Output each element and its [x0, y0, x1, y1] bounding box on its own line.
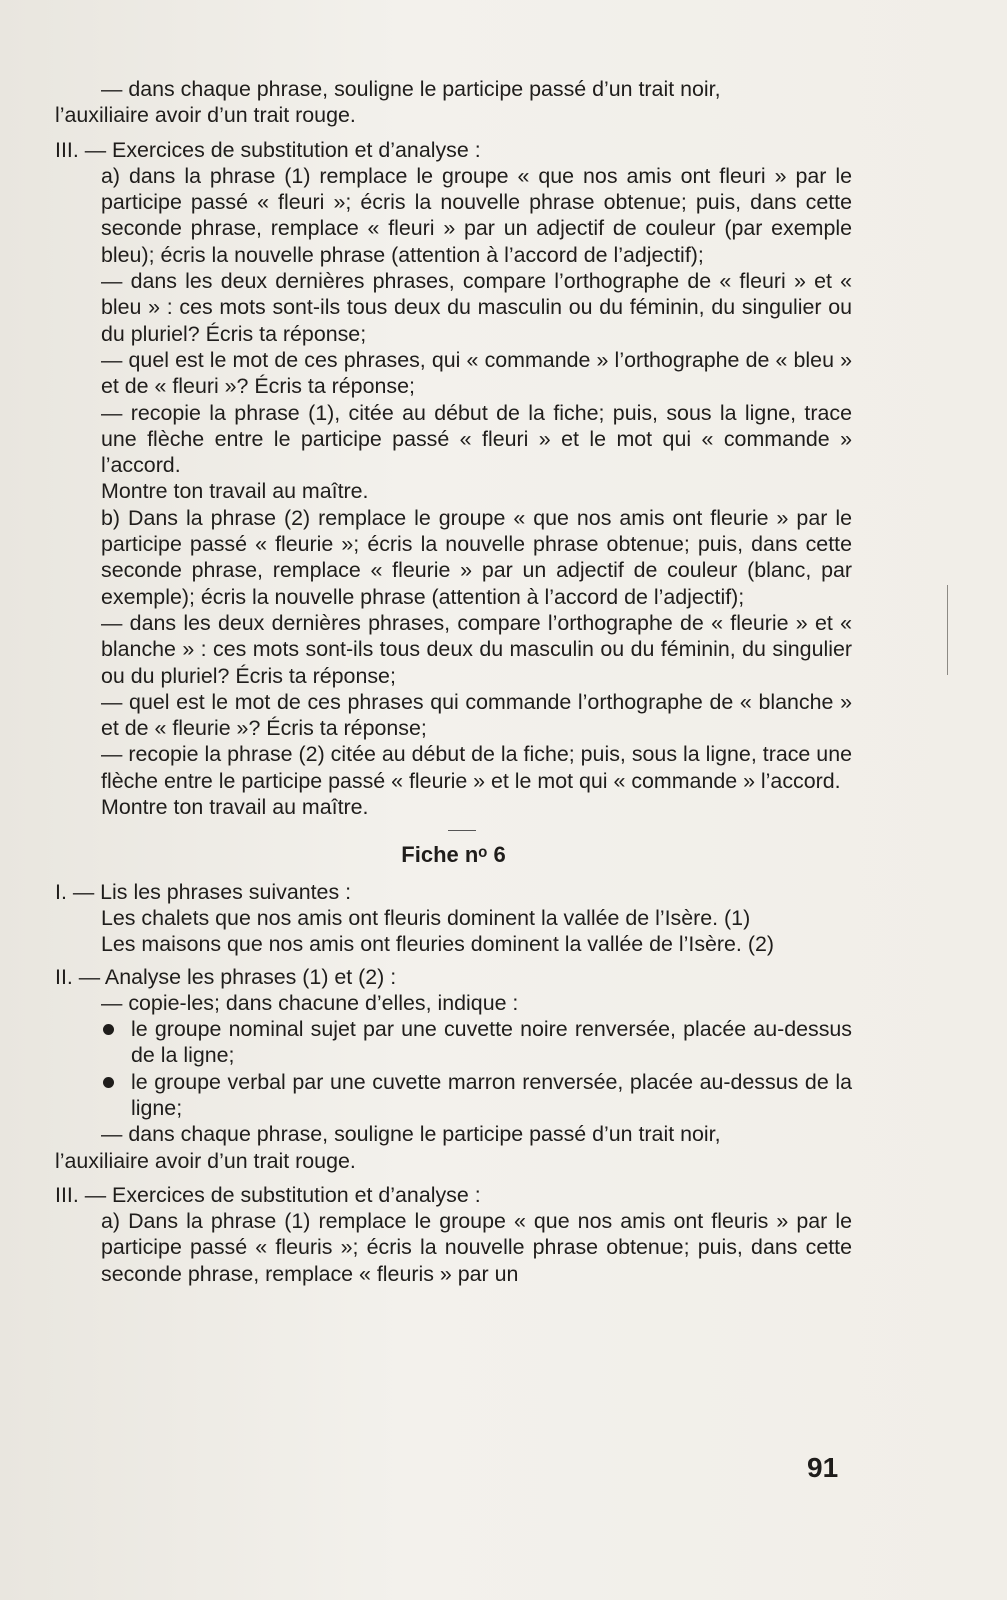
bullet-item [55, 1069, 852, 1122]
text-line: Montre ton travail au maître. [101, 795, 369, 820]
paragraph: a) Dans la phrase (1) remplace le groupe « que nos amis ont fleuris » par le participe passé « fleuris »; écris la nouvelle phrase obtenue; puis, dans cette seconde phrase, remplace « fleuris » par un [101, 1209, 852, 1286]
title-divider [448, 830, 476, 831]
margin-mark [947, 585, 948, 675]
section-heading: I. — Lis les phrases suivantes : [55, 879, 352, 904]
paragraph: — dans les deux dernières phrases, compare l’orthographe de « fleurie » et « blanche » : ces mots sont-ils tous deux du masculin ou du féminin, du singulier ou du pluriel? Écris ta réponse; [101, 610, 852, 688]
text-line: l’auxiliaire avoir d’un trait rouge. [55, 103, 356, 128]
paragraph: — recopie la phrase (2) citée au début de la fiche; puis, sous la ligne, trace une flèche entre le participe passé « fleurie » et le mot qui « commande » l’accord. [101, 742, 852, 793]
bullet-icon [103, 1024, 114, 1035]
page-number: 91 [807, 1452, 839, 1483]
text-line: — dans chaque phrase, souligne le participe passé d’un trait noir, [101, 1122, 721, 1147]
text-line: — copie-les; dans chacune d’elles, indique : [101, 990, 519, 1015]
bullet-text: le groupe verbal par une cuvette marron renversée, placée au-dessus de la ligne; [131, 1069, 852, 1120]
paragraph: — recopie la phrase (1), citée au début de la fiche; puis, sous la ligne, trace une flèche entre le participe passé « fleuri » et le mot qui « commande » l’accord. [101, 400, 852, 478]
bullet-item [55, 1016, 852, 1069]
text-line: l’auxiliaire avoir d’un trait rouge. [55, 1148, 356, 1173]
section-heading: II. — Analyse les phrases (1) et (2) : [55, 964, 397, 989]
paragraph: b) Dans la phrase (2) remplace le groupe « que nos amis ont fleurie » par le participe passé « fleurie »; écris la nouvelle phrase obtenue; puis, dans cette seconde phrase, remplace « fleurie » par un adjectif de couleur (blanc, par exemple); écris la nouvelle phrase (attention à l’accord de l’adjectif); [101, 505, 852, 609]
section-heading: III. — Exercices de substitution et d’analyse : [55, 137, 481, 162]
fiche-title-text: Fiche nᵒ 6 [401, 842, 506, 868]
page-text [55, 76, 852, 1287]
section-heading: III. — Exercices de substitution et d’analyse : [55, 1182, 481, 1207]
fiche-title [55, 842, 852, 868]
text-line: Montre ton travail au maître. [101, 479, 369, 504]
bullet-text: le groupe nominal sujet par une cuvette noire renversée, placée au-dessus de la ligne; [131, 1017, 852, 1068]
example-sentence: Les chalets que nos amis ont fleuris dominent la vallée de l’Isère. (1) [101, 905, 751, 930]
paragraph: — dans les deux dernières phrases, compare l’orthographe de « fleuri » et « bleu » : ces mots sont-ils tous deux du masculin ou du féminin, du singulier ou du pluriel? Écris ta réponse; [101, 269, 852, 346]
paragraph: — quel est le mot de ces phrases qui commande l’orthographe de « blanche » et de « fleurie »? Écris ta réponse; [101, 689, 852, 741]
bullet-icon [103, 1077, 114, 1088]
paragraph: a) dans la phrase (1) remplace le groupe « que nos amis ont fleuri » par le participe passé « fleuri »; écris la nouvelle phrase obtenue; puis, dans cette seconde phrase, remplace « fleuri » par un adjectif de couleur (par exemple bleu); écris la nouvelle phrase (attention à l’accord de l’adjectif); [101, 163, 852, 267]
paragraph: — quel est le mot de ces phrases, qui « commande » l’orthographe de « bleu » et de « fleuri »? Écris ta réponse; [101, 347, 852, 399]
example-sentence: Les maisons que nos amis ont fleuries dominent la vallée de l’Isère. (2) [101, 932, 774, 957]
text-line: — dans chaque phrase, souligne le participe passé d’un trait noir, [101, 77, 721, 101]
